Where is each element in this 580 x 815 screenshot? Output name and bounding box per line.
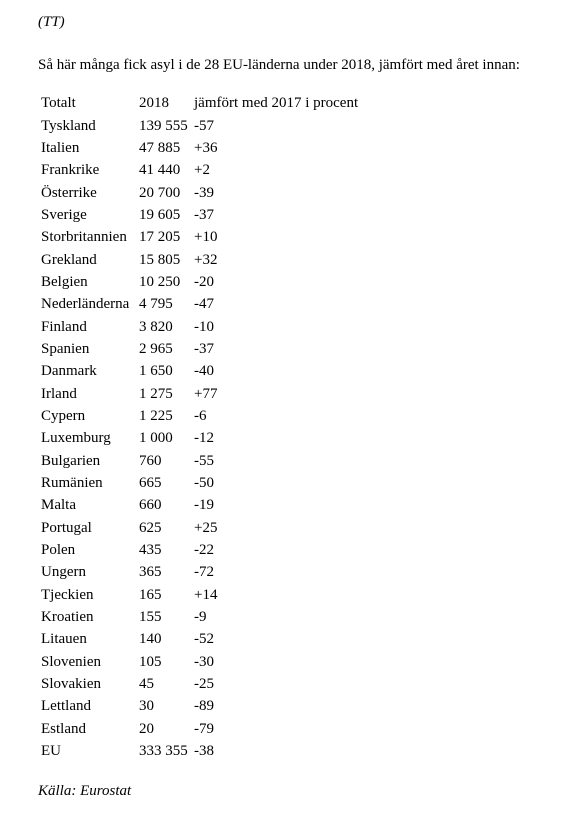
table-row — [41, 584, 358, 606]
row-value: 2 965 — [139, 340, 173, 357]
row-change: -30 — [194, 653, 214, 670]
row-value: 333 355 — [139, 743, 188, 760]
row-country: Cypern — [41, 407, 86, 424]
row-change: -6 — [194, 407, 207, 424]
row-country: Malta — [41, 497, 76, 514]
row-country: Slovenien — [41, 653, 101, 670]
row-country: Bulgarien — [41, 452, 101, 469]
row-country: Italien — [41, 139, 80, 156]
row-change: -89 — [194, 698, 214, 715]
table-row — [41, 181, 358, 203]
row-change: -38 — [194, 743, 214, 760]
row-value: 20 700 — [139, 184, 181, 201]
table-row — [41, 315, 358, 337]
row-change: -79 — [194, 720, 214, 737]
table-row — [41, 114, 358, 136]
table-row — [41, 740, 358, 762]
table-row — [41, 293, 358, 315]
table-row — [41, 472, 358, 494]
table-row — [41, 628, 358, 650]
row-country: Sverige — [41, 206, 87, 223]
row-change: +77 — [194, 385, 218, 402]
row-change: -40 — [194, 363, 214, 380]
row-value: 45 — [139, 676, 154, 693]
row-change: -10 — [194, 318, 214, 335]
table-row — [41, 382, 358, 404]
asylum-table — [41, 92, 358, 762]
table-row — [41, 539, 358, 561]
table-row — [41, 137, 358, 159]
row-change: -52 — [194, 631, 214, 648]
table-row — [41, 561, 358, 583]
row-country: Portugal — [41, 519, 92, 536]
row-country: Belgien — [41, 273, 88, 290]
row-value: 665 — [139, 475, 162, 492]
row-change: +2 — [194, 162, 210, 179]
row-change: -50 — [194, 475, 214, 492]
table-row — [41, 517, 358, 539]
asylum-table-body — [41, 92, 358, 762]
table-row — [41, 695, 358, 717]
row-value: 41 440 — [139, 162, 181, 179]
row-value: 15 805 — [139, 251, 181, 268]
row-country: EU — [41, 743, 61, 760]
table-row — [41, 718, 358, 740]
row-value: 140 — [139, 631, 162, 648]
row-value: 1 225 — [139, 407, 173, 424]
row-country: Litauen — [41, 631, 87, 648]
table-row — [41, 494, 358, 516]
intro-text: Så här många fick asyl i de 28 EU-länderna under 2018, jämfört med året innan: — [38, 57, 520, 73]
row-country: Finland — [41, 318, 87, 335]
row-change: -57 — [194, 117, 214, 134]
source-credit: Källa: Eurostat — [38, 783, 132, 799]
row-change: -39 — [194, 184, 214, 201]
row-value: 139 555 — [139, 117, 188, 134]
row-change: +10 — [194, 229, 218, 246]
table-row — [41, 450, 358, 472]
header-country: Totalt — [41, 95, 76, 112]
row-country: Lettland — [41, 698, 91, 715]
table-row — [41, 248, 358, 270]
row-change: -37 — [194, 340, 214, 357]
row-value: 1 275 — [139, 385, 173, 402]
row-change: +36 — [194, 139, 218, 156]
table-row — [41, 338, 358, 360]
row-value: 625 — [139, 519, 162, 536]
row-value: 760 — [139, 452, 162, 469]
row-value: 1 000 — [139, 430, 173, 447]
table-row — [41, 360, 358, 382]
row-country: Kroatien — [41, 609, 94, 626]
row-change: -25 — [194, 676, 214, 693]
row-country: Danmark — [41, 363, 97, 380]
byline: (TT) — [38, 14, 65, 30]
table-row — [41, 427, 358, 449]
row-value: 365 — [139, 564, 162, 581]
table-row — [41, 606, 358, 628]
table-row — [41, 226, 358, 248]
row-change: -19 — [194, 497, 214, 514]
row-value: 30 — [139, 698, 154, 715]
row-value: 4 795 — [139, 296, 173, 313]
row-value: 660 — [139, 497, 162, 514]
table-row — [41, 673, 358, 695]
row-country: Rumänien — [41, 475, 103, 492]
row-value: 1 650 — [139, 363, 173, 380]
row-country: Tjeckien — [41, 586, 94, 603]
row-change: -9 — [194, 609, 207, 626]
row-value: 165 — [139, 586, 162, 603]
row-country: Spanien — [41, 340, 90, 357]
row-change: +25 — [194, 519, 218, 536]
row-change: +14 — [194, 586, 218, 603]
table-row — [41, 204, 358, 226]
row-change: +32 — [194, 251, 218, 268]
row-value: 20 — [139, 720, 154, 737]
row-value: 105 — [139, 653, 162, 670]
row-country: Frankrike — [41, 162, 100, 179]
row-value: 47 885 — [139, 139, 181, 156]
row-change: -12 — [194, 430, 214, 447]
row-country: Estland — [41, 720, 86, 737]
row-value: 435 — [139, 542, 162, 559]
row-value: 19 605 — [139, 206, 181, 223]
row-country: Luxemburg — [41, 430, 111, 447]
row-country: Österrike — [41, 184, 97, 201]
table-row — [41, 405, 358, 427]
row-change: -55 — [194, 452, 214, 469]
row-country: Tyskland — [41, 117, 96, 134]
table-row — [41, 651, 358, 673]
row-country: Ungern — [41, 564, 86, 581]
header-value: 2018 — [139, 95, 169, 112]
row-change: -22 — [194, 542, 214, 559]
table-row — [41, 271, 358, 293]
row-value: 3 820 — [139, 318, 173, 335]
row-country: Slovakien — [41, 676, 101, 693]
row-country: Irland — [41, 385, 77, 402]
row-country: Polen — [41, 542, 76, 559]
row-country: Grekland — [41, 251, 97, 268]
row-change: -20 — [194, 273, 214, 290]
table-header-row — [41, 92, 358, 114]
row-country: Storbritannien — [41, 229, 127, 246]
row-value: 17 205 — [139, 229, 181, 246]
row-change: -47 — [194, 296, 214, 313]
row-change: -37 — [194, 206, 214, 223]
row-change: -72 — [194, 564, 214, 581]
row-country: Nederländerna — [41, 296, 130, 313]
row-value: 10 250 — [139, 273, 181, 290]
header-change: jämfört med 2017 i procent — [194, 95, 359, 112]
table-row — [41, 159, 358, 181]
row-value: 155 — [139, 609, 162, 626]
